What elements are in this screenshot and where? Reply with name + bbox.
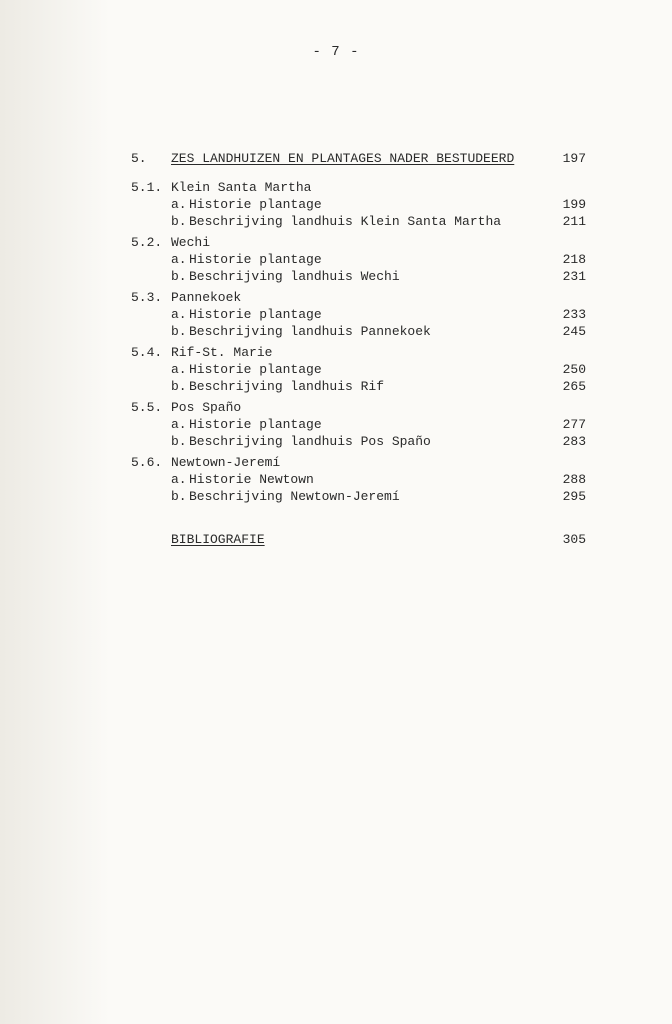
- section-number: 5.3.: [131, 290, 163, 305]
- subsection-title: Historie plantage: [189, 197, 322, 212]
- subsection-title: Historie plantage: [189, 417, 322, 432]
- section-title: Newtown-Jeremí: [171, 455, 281, 470]
- subsection-letter: b.: [171, 489, 187, 504]
- subsection-page: 218: [562, 252, 586, 267]
- subsection-page: 211: [562, 214, 586, 229]
- subsection-letter: a.: [171, 252, 187, 267]
- subsection-title: Beschrijving landhuis Klein Santa Martha: [189, 214, 502, 229]
- page-edge-shadow: [0, 0, 110, 1024]
- section-number: 5.2.: [131, 235, 163, 250]
- section-title: Klein Santa Martha: [171, 180, 312, 195]
- toc-subsection-row: [131, 433, 586, 450]
- subsection-page: 245: [562, 324, 586, 339]
- subsection-page: 231: [562, 269, 586, 284]
- subsection-letter: b.: [171, 269, 187, 284]
- toc-section-row: [131, 344, 586, 361]
- toc-bibliography-row: [131, 531, 586, 548]
- subsection-letter: b.: [171, 324, 187, 339]
- toc-subsection-row: [131, 306, 586, 323]
- subsection-letter: b.: [171, 214, 187, 229]
- subsection-title: Historie Newtown: [189, 472, 314, 487]
- chapter-number: 5.: [131, 151, 147, 166]
- toc-subsection-row: [131, 251, 586, 268]
- toc-subsection-row: [131, 416, 586, 433]
- subsection-title: Historie plantage: [189, 252, 322, 267]
- subsection-title: Beschrijving landhuis Wechi: [189, 269, 400, 284]
- section-title: Pannekoek: [171, 290, 242, 305]
- section-title: Wechi: [171, 235, 211, 250]
- subsection-page: 199: [562, 197, 586, 212]
- toc-sections: [131, 179, 586, 505]
- section-title: Pos Spaño: [171, 400, 242, 415]
- subsection-page: 250: [562, 362, 586, 377]
- section-number: 5.4.: [131, 345, 163, 360]
- subsection-letter: b.: [171, 434, 187, 449]
- subsection-page: 288: [562, 472, 586, 487]
- subsection-letter: b.: [171, 379, 187, 394]
- toc-chapter-row: [131, 150, 586, 167]
- subsection-letter: a.: [171, 197, 187, 212]
- subsection-title: Historie plantage: [189, 307, 322, 322]
- subsection-title: Beschrijving landhuis Rif: [189, 379, 385, 394]
- subsection-letter: a.: [171, 417, 187, 432]
- page-number: - 7 -: [312, 44, 360, 60]
- subsection-title: Historie plantage: [189, 362, 322, 377]
- subsection-letter: a.: [171, 472, 187, 487]
- subsection-title: Beschrijving landhuis Pos Spaño: [189, 434, 431, 449]
- subsection-letter: a.: [171, 307, 187, 322]
- toc-subsection-row: [131, 488, 586, 505]
- toc-subsection-row: [131, 213, 586, 230]
- subsection-page: 283: [562, 434, 586, 449]
- subsection-page: 277: [562, 417, 586, 432]
- toc-section-row: [131, 399, 586, 416]
- subsection-page: 233: [562, 307, 586, 322]
- bibliography-page: 305: [562, 532, 586, 547]
- toc-subsection-row: [131, 471, 586, 488]
- toc-section-row: [131, 179, 586, 196]
- subsection-title: Beschrijving Newtown-Jeremí: [189, 489, 400, 504]
- section-number: 5.6.: [131, 455, 163, 470]
- toc-section-row: [131, 454, 586, 471]
- subsection-letter: a.: [171, 362, 187, 377]
- toc-subsection-row: [131, 196, 586, 213]
- subsection-title: Beschrijving landhuis Pannekoek: [189, 324, 431, 339]
- section-number: 5.1.: [131, 180, 163, 195]
- toc-subsection-row: [131, 268, 586, 285]
- chapter-page: 197: [562, 151, 586, 166]
- section-number: 5.5.: [131, 400, 163, 415]
- toc-subsection-row: [131, 378, 586, 395]
- subsection-page: 265: [562, 379, 586, 394]
- bibliography-title: BIBLIOGRAFIE: [171, 532, 265, 547]
- toc-section-row: [131, 234, 586, 251]
- toc-subsection-row: [131, 361, 586, 378]
- toc-subsection-row: [131, 323, 586, 340]
- toc-section-row: [131, 289, 586, 306]
- table-of-contents: [131, 150, 586, 548]
- subsection-page: 295: [562, 489, 586, 504]
- chapter-title: ZES LANDHUIZEN EN PLANTAGES NADER BESTUDEERD: [171, 151, 515, 166]
- section-title: Rif-St. Marie: [171, 345, 273, 360]
